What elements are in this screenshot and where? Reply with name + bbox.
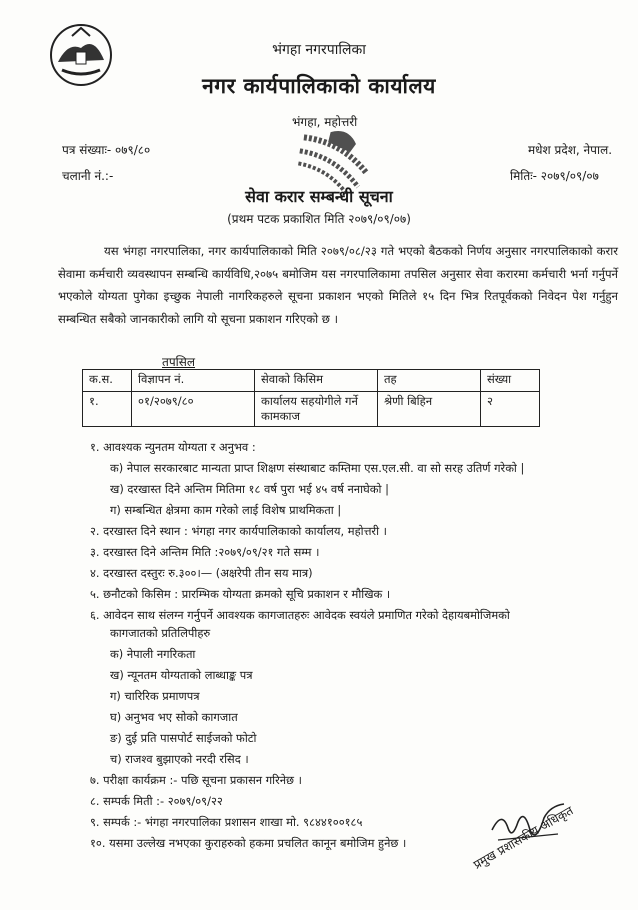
col-service-type: सेवाको किसिम [255,370,378,392]
list-item: ८. सम्पर्क मिती :- २०७९/०९/२२ [90,794,223,808]
list-item: क) नेपाली नगरिकता [110,647,196,661]
list-item: १. आवश्यक न्युनतम योग्यता र अनुभव : [90,440,256,454]
cell-service-type: कार्यालय सहयोगीले गर्ने कामकाज [255,392,378,427]
issue-date: मितिः- २०७९/०९/०७ [510,169,599,183]
list-item: ग) सम्बन्धित क्षेत्रमा काम गरेको लाई विशेष प्राथमिकता | [110,503,342,517]
col-level: तह [378,370,481,392]
cell-advertisement-no: ०१/२०७९/८० [132,392,255,427]
col-serial: क.स. [83,370,132,392]
list-item: च) राजश्व बुझाएको नरदी रसिद । [110,752,249,766]
office-title: नगर कार्यपालिकाको कार्यालय [202,74,436,98]
cell-count: २ [481,392,540,427]
col-advertisement-no: विज्ञापन नं. [132,370,255,392]
list-item: ख) न्यूनतम योग्यताको लाब्धाङ्क पत्र [110,668,253,682]
province-label: मधेश प्रदेश, नेपाल. [528,143,613,157]
signature-title: प्रमुख प्रशासकीय अधिकृत [471,803,576,872]
letter-number: पत्र संख्याः- ०७९/८० [62,143,151,157]
publication-note: (प्रथम पटक प्रकाशित मिति २०७९/०९/०७) [227,212,411,226]
table-row [83,392,540,427]
list-item: ङ) दुई प्रति पासपोर्ट साईजको फोटो [110,731,257,745]
col-count: संख्या [481,370,540,392]
list-item: घ) अनुभव भए सोको कागजात [110,710,238,724]
list-item: क) नेपाल सरकारबाट मान्यता प्राप्त शिक्षण संस्थाबाट कम्तिमा एस.एल.सी. वा सो सरह उतिर्ण गरेको | [110,461,525,475]
municipality-name: भंगहा नगरपालिका [272,42,366,58]
dispatch-number: चलानी नं.:- [62,169,114,183]
list-item: ५. छनौटको किसिम : प्रारम्भिक योग्यता क्रमको सूचि प्रकाशन र मौखिक । [90,587,391,601]
notice-body: यस भंगहा नगरपालिका, नगर कार्यपालिकाको मिति २०७९/०८/२३ गते भएको बैठकको निर्णय अनुसार नगरपालिकाको करार सेवामा कर्मचारी व्यवस्थापन सम्बन्धि कार्यविधि,२०७५ बमोजिम यस नगरपालिकामा तपसिल अनुसार सेवा करारमा कर्मचारी भर्ना गर्नुपर्ने भएकोले योग्यता पुगेका इच्छुक नेपाली नागरिकहरुले सूचना प्रकाशन भएको मितिले १५ दिन भित्र रितपूर्वकको निवेदन पेश गर्नुहुन सम्बन्धित सबैको जानकारीको लागि यो सूचना प्रकाशन गरिएको छ । [58,244,618,326]
office-location: भंगहा, महोत्तरी [292,115,358,129]
vacancy-table [82,369,540,427]
list-item: ६. आवेदन साथ संलग्न गर्नुपर्ने आवश्यक कागजातहरुः आवेदक स्वयंले प्रमाणित गरेको देहायबमोजिमको [90,608,510,622]
list-item: २. दरखास्त दिने स्थान : भंगहा नगर कार्यपालिकाको कार्यालय, महोत्तरी । [90,524,387,538]
list-item: कागजातको प्रतिलिपीहरु [110,626,211,640]
list-item: ९. सम्पर्क :- भंगहा नगरपालिका प्रशासन शाखा मो. ९८४४१००१८५ [90,815,363,829]
list-item: ख) दरखास्त दिने अन्तिम मितिमा १८ वर्ष पुरा भई ४५ वर्ष ननाघेको | [110,482,389,496]
list-item: ४. दरखास्त दस्तुरः रु.३००।— (अक्षरेपी तीन सय मात्र) [90,566,313,580]
schedule-heading: तपसिल [162,355,196,369]
list-item: ३. दरखास्त दिने अन्तिम मिति :२०७९/०९/२१ गते सम्म । [90,545,320,559]
cell-serial: १. [83,392,132,427]
list-item: १०. यसमा उल्लेख नभएका कुराहरुको हकमा प्रचलित कानून बमोजिम हुनेछ । [90,836,407,850]
cell-level: श्रेणी बिहिन [378,392,481,427]
notice-subject: सेवा करार सम्बन्धी सूचना [245,187,393,206]
table-header-row [83,370,540,392]
list-item: ग) चारिरिक प्रमाणपत्र [110,689,200,703]
list-item: ७. परीक्षा कार्यक्रम :- पछि सूचना प्रकासन गरिनेछ । [90,773,302,787]
